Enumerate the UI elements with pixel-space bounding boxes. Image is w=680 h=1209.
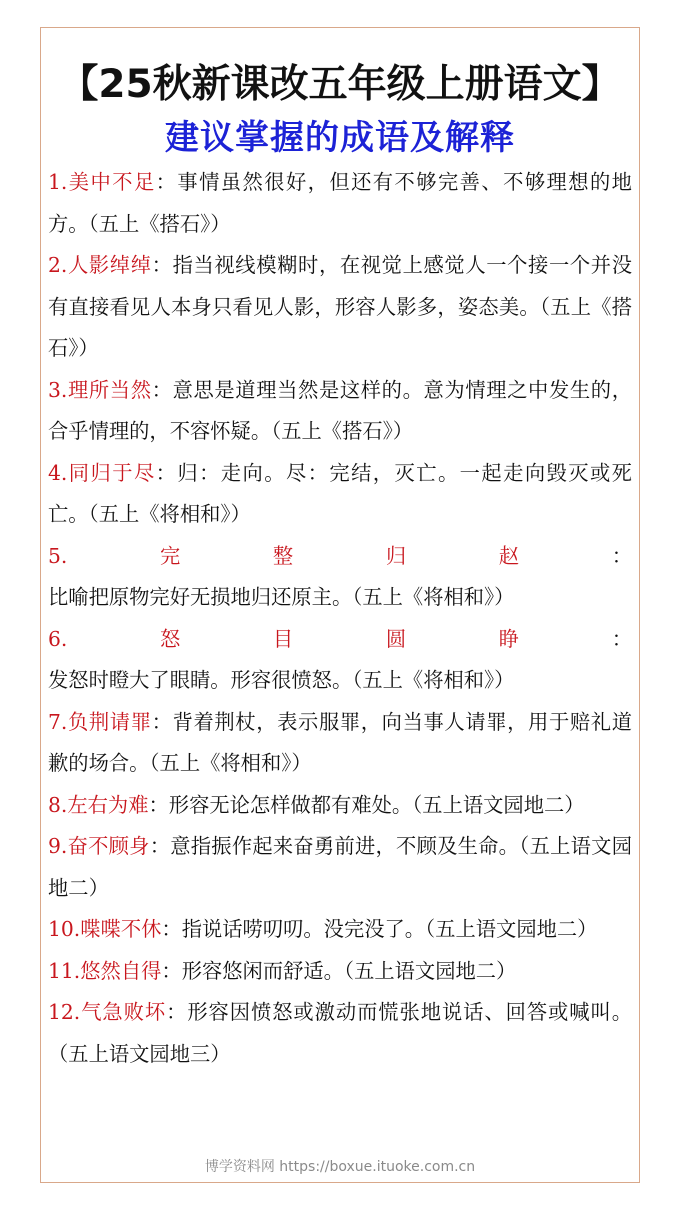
idiom-number: 6. bbox=[48, 626, 68, 651]
idiom-term: 气急败坏 bbox=[80, 1000, 167, 1024]
idiom-number: 8. bbox=[48, 792, 68, 817]
idiom-separator: ： bbox=[151, 377, 173, 402]
idiom-item bbox=[48, 453, 632, 536]
idiom-item bbox=[48, 785, 632, 827]
idiom-number: 12. bbox=[48, 1000, 81, 1024]
idiom-separator: ： bbox=[151, 709, 173, 734]
idiom-term: 理所当然 bbox=[67, 377, 152, 402]
idiom-term: 人影绰绰 bbox=[67, 253, 152, 277]
idiom-number: 2. bbox=[48, 253, 68, 277]
idiom-separator: ： bbox=[155, 170, 178, 194]
idiom-number: 11. bbox=[48, 958, 81, 983]
idiom-number: 5. bbox=[48, 543, 68, 568]
idiom-definition: 指说话唠叨叨。没完没了。（五上语文园地二） bbox=[181, 917, 598, 941]
idiom-number: 9. bbox=[48, 834, 68, 858]
idiom-definition: 意指振作起来奋勇前进，不顾及生命。（五上语文园地二） bbox=[48, 834, 632, 900]
page-subtitle: 建议掌握的成语及解释 bbox=[165, 118, 515, 158]
idiom-item bbox=[48, 951, 632, 993]
idiom-number: 7. bbox=[48, 709, 68, 734]
idiom-term: 负荆请罪 bbox=[67, 709, 152, 734]
idiom-item bbox=[48, 370, 632, 453]
idiom-number: 3. bbox=[48, 377, 68, 402]
idiom-definition: 形容悠闲而舒适。（五上语文园地二） bbox=[181, 958, 517, 983]
idiom-definition: 意思是道理当然是这样的。意为情理之中发生的，合乎情理的，不容怀疑。（五上《搭石》） bbox=[48, 377, 632, 443]
idiom-term: 左右为难 bbox=[67, 792, 149, 817]
idiom-separator: ： bbox=[161, 917, 182, 941]
idiom-term: 完整归赵 bbox=[67, 543, 612, 568]
idiom-term: 悠然自得 bbox=[80, 958, 162, 983]
idiom-number: 10. bbox=[48, 917, 81, 941]
idiom-list bbox=[48, 162, 632, 1075]
idiom-item bbox=[48, 702, 632, 785]
page-title: 【25秋新课改五年级上册语文】 bbox=[59, 62, 621, 107]
idiom-term: 美中不足 bbox=[67, 170, 156, 194]
idiom-definition: 形容因愤怒或激动而慌张地说话、回答或喊叫。（五上语文园地三） bbox=[48, 1000, 632, 1066]
idiom-separator: ： bbox=[151, 253, 173, 277]
footer-watermark: 博学资料网 https://boxue.ituoke.com.cn bbox=[204, 1159, 476, 1175]
idiom-separator: ： bbox=[149, 834, 171, 858]
idiom-item bbox=[48, 619, 632, 702]
idiom-separator: ： bbox=[611, 626, 632, 651]
idiom-number: 4. bbox=[48, 460, 68, 485]
idiom-item bbox=[48, 536, 632, 619]
idiom-number: 1. bbox=[48, 170, 68, 194]
idiom-item bbox=[48, 826, 632, 909]
idiom-separator: ： bbox=[148, 792, 169, 817]
idiom-term: 喋喋不休 bbox=[80, 917, 162, 941]
idiom-separator: ： bbox=[611, 543, 632, 568]
idiom-item bbox=[48, 245, 632, 370]
idiom-definition: 指当视线模糊时，在视觉上感觉人一个接一个并没有直接看见人本身只看见人影，形容人影多，姿态美。（五上《搭石》） bbox=[48, 253, 632, 360]
idiom-term: 同归于尽 bbox=[67, 460, 156, 485]
idiom-term: 奋不顾身 bbox=[67, 834, 150, 858]
idiom-separator: ： bbox=[161, 958, 182, 983]
idiom-separator: ： bbox=[166, 1000, 188, 1024]
idiom-definition: 事情虽然很好，但还有不够完善、不够理想的地方。（五上《搭石》） bbox=[48, 170, 632, 236]
idiom-item bbox=[48, 909, 632, 951]
idiom-term: 怒目圆睁 bbox=[67, 626, 612, 651]
idiom-item bbox=[48, 162, 632, 245]
idiom-definition: 形容无论怎样做都有难处。（五上语文园地二） bbox=[168, 792, 585, 817]
idiom-item bbox=[48, 992, 632, 1075]
idiom-definition: 发怒时瞪大了眼睛。形容很愤怒。（五上《将相和》） bbox=[48, 668, 515, 692]
idiom-definition: 归：走向。尽：完结，灭亡。一起走向毁灭或死亡。（五上《将相和》） bbox=[48, 460, 632, 526]
idiom-separator: ： bbox=[155, 460, 178, 485]
idiom-definition: 比喻把原物完好无损地归还原主。（五上《将相和》） bbox=[48, 585, 515, 609]
idiom-definition: 背着荆杖，表示服罪，向当事人请罪，用于赔礼道歉的场合。（五上《将相和》） bbox=[48, 709, 632, 775]
